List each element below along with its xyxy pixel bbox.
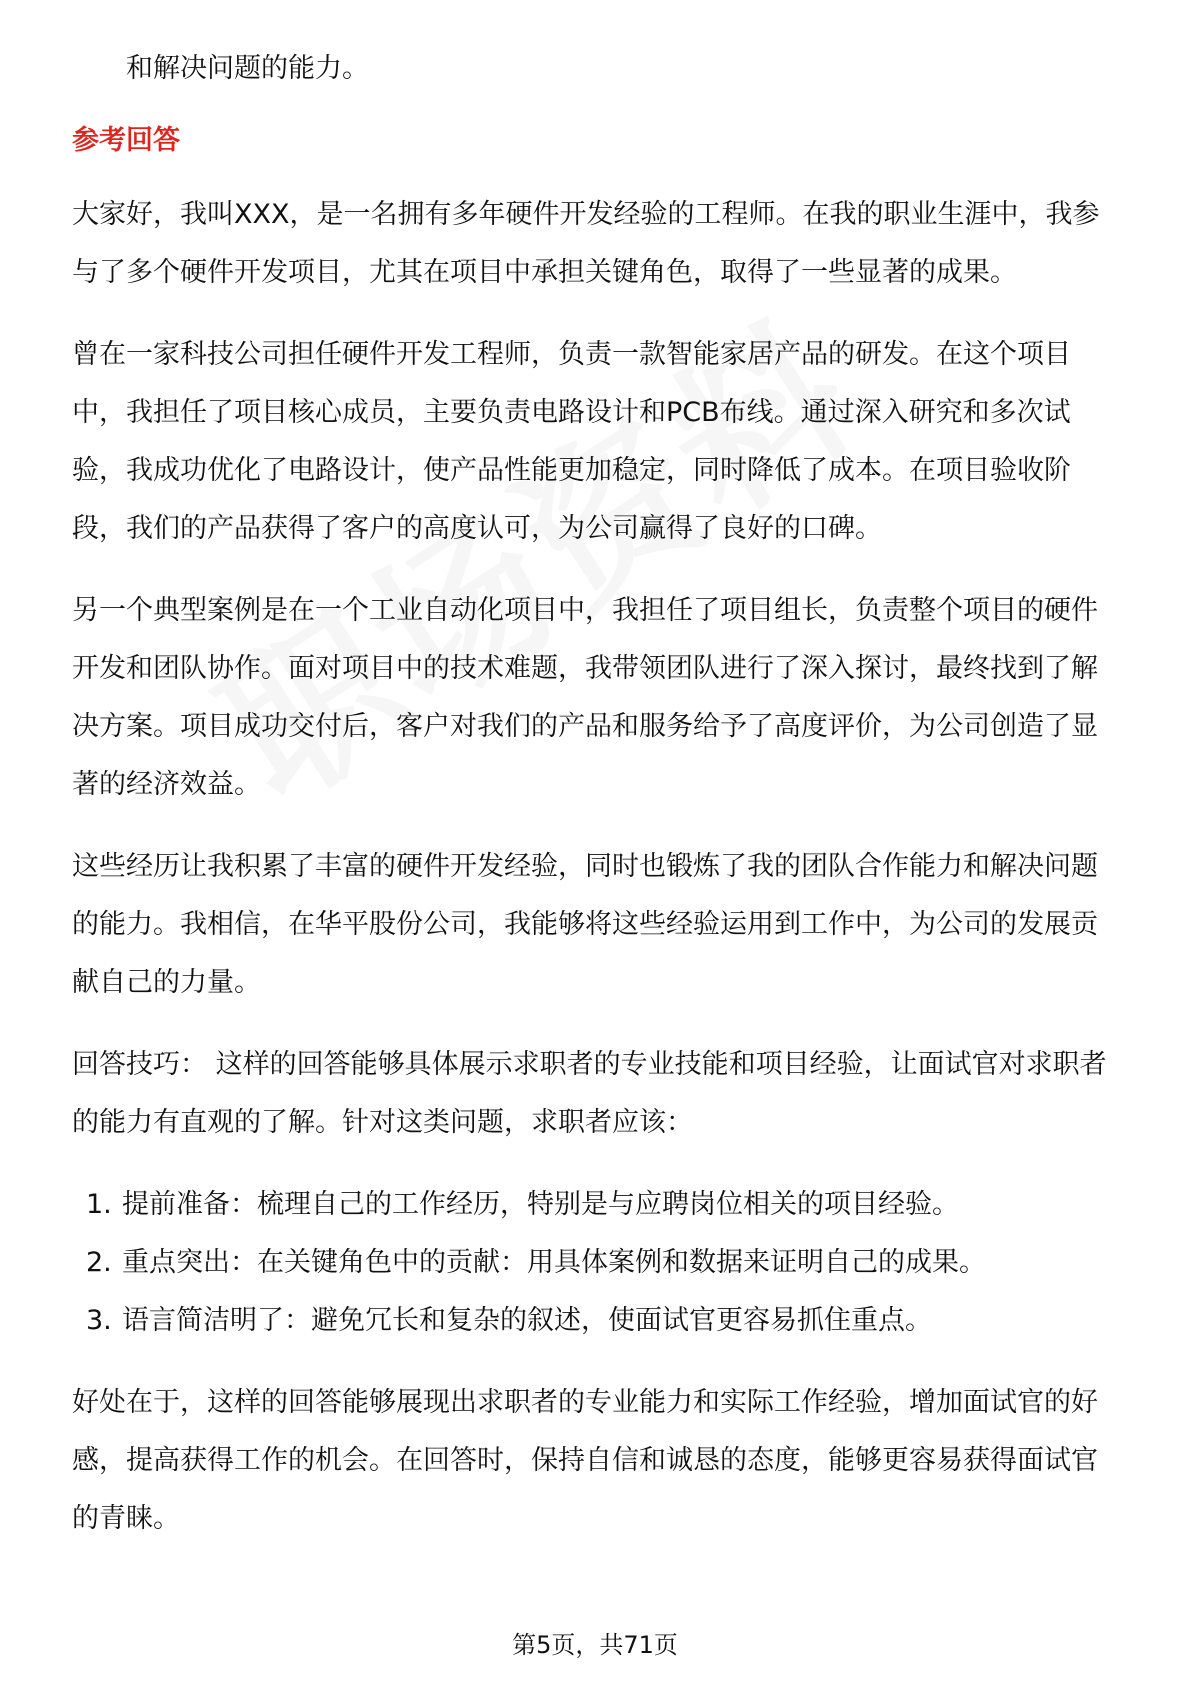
page-number-footer: 第5页，共71页 <box>512 1631 678 1659</box>
paragraph-automation-case: 另一个典型案例是在一个工业自动化项目中，我担任了项目组长，负责整个项目的硬件开发和团队协作。面对项目中的技术难题，我带领团队进行了深入探讨，最终找到了解决方案。项目成功交付后，客户对我们的产品和服务给予了高度评价，为公司创造了显著的经济效益。 <box>72 595 1098 800</box>
list-item-text: 重点突出：在关键角色中的贡献：用具体案例和数据来证明自己的成果。 <box>122 1247 986 1278</box>
list-item-text: 提前准备：梳理自己的工作经历，特别是与应聘岗位相关的项目经验。 <box>122 1189 959 1220</box>
tips-label: 回答技巧： <box>72 1049 207 1080</box>
content-body <box>72 40 1122 1572</box>
section-heading: 参考回答 <box>72 125 180 156</box>
list-item <box>72 1234 1122 1292</box>
tips-list <box>72 1176 1122 1350</box>
paragraph-smart-home-case: 曾在一家科技公司担任硬件开发工程师，负责一款智能家居产品的研发。在这个项目中，我担任了项目核心成员，主要负责电路设计和PCB布线。通过深入研究和多次试验，我成功优化了电路设计，使产品性能更加稳定，同时降低了成本。在项目验收阶段，我们的产品获得了客户的高度认可，为公司赢得了良好的口碑。 <box>72 339 1071 544</box>
list-item <box>72 1176 1122 1234</box>
paragraph-intro: 大家好，我叫XXX，是一名拥有多年硬件开发经验的工程师。在我的职业生涯中，我参与了多个硬件开发项目，尤其在项目中承担关键角色，取得了一些显著的成果。 <box>72 199 1100 288</box>
list-item-number: 2. <box>86 1247 112 1278</box>
paragraph-summary: 这些经历让我积累了丰富的硬件开发经验，同时也锻炼了我的团队合作能力和解决问题的能力。我相信，在华平股份公司，我能够将这些经验运用到工作中，为公司的发展贡献自己的力量。 <box>72 851 1098 998</box>
intro-tail-text: 和解决问题的能力。 <box>126 53 369 84</box>
list-item <box>72 1292 1122 1350</box>
list-item-number: 3. <box>86 1305 112 1336</box>
list-item-text: 语言简洁明了：避免冗长和复杂的叙述，使面试官更容易抓住重点。 <box>122 1305 932 1336</box>
list-item-number: 1. <box>86 1189 112 1220</box>
tips-paragraph <box>72 1036 1122 1152</box>
paragraph-closing: 好处在于，这样的回答能够展现出求职者的专业能力和实际工作经验，增加面试官的好感，提高获得工作的机会。在回答时，保持自信和诚恳的态度，能够更容易获得面试官的青睐。 <box>72 1387 1098 1534</box>
tips-text: 这样的回答能够具体展示求职者的专业技能和项目经验，让面试官对求职者的能力有直观的了解。针对这类问题，求职者应该： <box>72 1049 1107 1138</box>
